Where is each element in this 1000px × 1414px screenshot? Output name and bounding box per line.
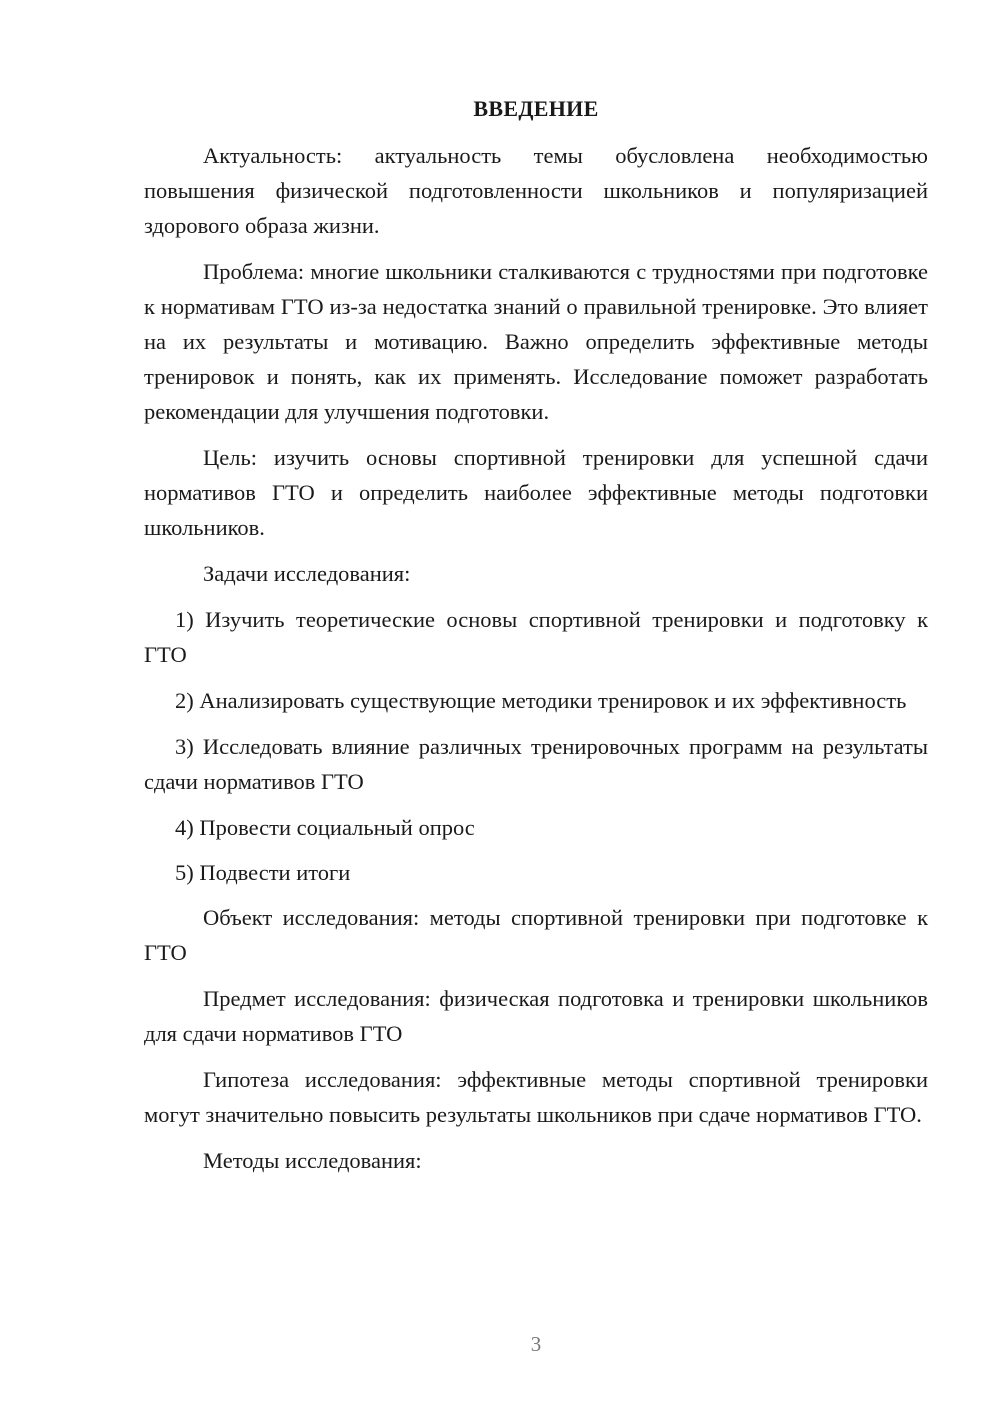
relevance-paragraph: Актуальность: актуальность темы обусловлена необходимостью повышения физической подготовленности школьников и популяризацией здорового образа жизни.: [144, 143, 928, 238]
methods-title: Методы исследования:: [203, 1148, 422, 1173]
subject-paragraph: Предмет исследования: физическая подготовка и тренировки школьников для сдачи нормативов ГТО: [144, 986, 928, 1046]
document-page: [144, 92, 928, 1189]
task-item-1: 1) Изучить теоретические основы спортивной тренировки и подготовку к ГТО: [144, 607, 928, 667]
task-item-3: 3) Исследовать влияние различных тренировочных программ на результаты сдачи нормативов ГТО: [144, 734, 928, 794]
page-number: 3: [530, 1332, 542, 1356]
section-heading: ВВЕДЕНИЕ: [473, 96, 599, 121]
hypothesis-paragraph: Гипотеза исследования: эффективные методы спортивной тренировки могут значительно повысить результаты школьников при сдаче нормативов ГТО.: [144, 1067, 928, 1127]
task-item-4: 4) Провести социальный опрос: [175, 815, 475, 840]
problem-paragraph: Проблема: многие школьники сталкиваются с трудностями при подготовке к нормативам ГТО из-за недостатка знаний о правильной тренировке. Это влияет на их результаты и мотивацию. Важно определить эффективные методы тренировок и понять, как их применять. Исследование поможет разработать рекомендации для улучшения подготовки.: [144, 259, 928, 424]
goal-paragraph: Цель: изучить основы спортивной тренировки для успешной сдачи нормативов ГТО и определить наиболее эффективные методы подготовки школьников.: [144, 445, 928, 540]
tasks-title: Задачи исследования:: [203, 561, 411, 586]
object-paragraph: Объект исследования: методы спортивной тренировки при подготовке к ГТО: [144, 905, 928, 965]
task-item-5: 5) Подвести итоги: [175, 860, 351, 885]
task-item-2: 2) Анализировать существующие методики тренировок и их эффективность: [175, 688, 907, 713]
